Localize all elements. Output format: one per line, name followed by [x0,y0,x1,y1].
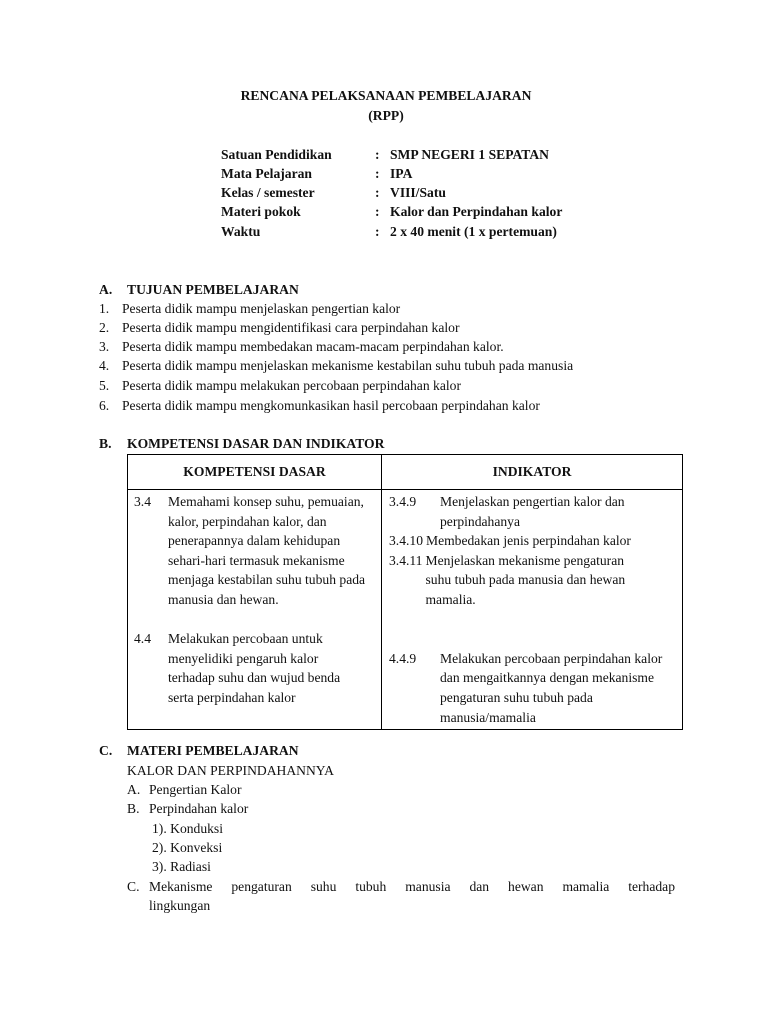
identity-value: IPA [390,166,413,181]
indicator-text: Melakukan percobaan perpindahan kalor dan mengaitkannya dengan mekanisme pengaturan suhu tubuh pada manusia/mamalia [440,650,663,725]
list-item: Peserta didik mampu melakukan percobaan perpindahan kalor [122,378,461,393]
material-item-letter: B. [127,801,140,816]
kd-text: Memahami konsep suhu, pemuaian, kalor, perpindahan kalor, dan penerapannya dalam kehidupan sehari-hari termasuk mekanisme menjaga kestabilan suhu tubuh pada manusia dan hewan. [168,494,366,607]
material-subitem: 1). Konduksi [152,821,223,836]
identity-label: Satuan Pendidikan [221,147,332,162]
list-item-number: 1. [99,301,110,316]
identity-label: Materi pokok [221,204,301,219]
document-subtitle: (RPP) [368,108,404,123]
material-item-letter: A. [127,782,141,797]
identity-colon: : [375,147,380,162]
material-item: Mekanisme pengaturan suhu tubuh manusia dan hewan mamalia terhadap lingkungan [149,879,675,914]
identity-colon: : [375,224,380,239]
indicator-item [382,531,672,551]
indicator-item [382,649,672,727]
list-item: Peserta didik mampu menjelaskan mekanisme kestabilan suhu tubuh pada manusia [122,358,574,373]
material-item-letter: C. [127,879,140,894]
indicator-number: 4.4.9 [389,650,417,666]
material-heading: KALOR DAN PERPINDAHANNYA [127,763,334,778]
table-header-indikator: INDIKATOR [382,455,683,490]
list-item-number: 5. [99,378,110,393]
section-c-title: MATERI PEMBELAJARAN [127,743,299,758]
list-item-number: 3. [99,339,110,354]
table-header-kd: KOMPETENSI DASAR [128,455,382,490]
kd-number: 4.4 [134,631,151,647]
material-item: Perpindahan kalor [149,801,249,816]
identity-label: Mata Pelajaran [221,166,312,181]
section-a-title: TUJUAN PEMBELAJARAN [127,282,299,297]
identity-colon: : [375,204,380,219]
table-header-row [128,455,683,490]
material-subitem: 2). Konveksi [152,840,223,855]
list-item-number: 4. [99,358,110,373]
indicator-number: 3.4.10 [389,533,423,549]
identity-value: VIII/Satu [390,185,446,200]
section-c-letter: C. [99,743,113,758]
indicator-number: 3.4.9 [389,494,417,509]
indicator-text: Menjelaskan pengertian kalor dan perpindahanya [440,494,625,529]
identity-value: 2 x 40 menit (1 x pertemuan) [390,224,557,239]
indicator-text: Membedakan jenis perpindahan kalor [425,533,631,549]
identity-value: SMP NEGERI 1 SEPATAN [390,147,549,162]
identity-value: Kalor dan Perpindahan kalor [390,204,563,219]
indicator-item [382,551,672,610]
identity-label: Waktu [221,224,261,239]
indicator-cell [382,490,683,730]
competency-table [127,454,683,730]
indicator-number: 3.4.11 [389,552,423,568]
list-item-number: 2. [99,320,110,335]
list-item: Peserta didik mampu mengidentifikasi cara perpindahan kalor [122,320,460,335]
section-a-letter: A. [99,282,113,297]
kd-cell [128,490,382,730]
identity-colon: : [375,166,380,181]
kd-number: 3.4 [134,494,151,509]
indicator-text: Menjelaskan mekanisme pengaturan suhu tubuh pada manusia dan hewan mamalia. [425,552,626,607]
material-subitem: 3). Radiasi [152,859,211,874]
kd-item [128,492,367,610]
section-b-title: KOMPETENSI DASAR DAN INDIKATOR [127,436,385,451]
list-item: Peserta didik mampu membedakan macam-macam perpindahan kalor. [122,339,504,354]
list-item-number: 6. [99,398,110,413]
kd-item [128,629,367,707]
list-item: Peserta didik mampu menjelaskan pengertian kalor [122,301,401,316]
material-item: Pengertian Kalor [149,782,242,797]
list-item: Peserta didik mampu mengkomunkasikan hasil percobaan perpindahan kalor [122,398,540,413]
indicator-item [382,492,672,531]
table-row [128,490,683,730]
identity-label: Kelas / semester [221,185,315,200]
identity-colon: : [375,185,380,200]
section-b-letter: B. [99,436,112,451]
document-title: RENCANA PELAKSANAAN PEMBELAJARAN [240,88,532,103]
kd-text: Melakukan percobaan untuk menyelidiki pengaruh kalor terhadap suhu dan wujud benda serta perpindahan kalor [168,631,341,705]
